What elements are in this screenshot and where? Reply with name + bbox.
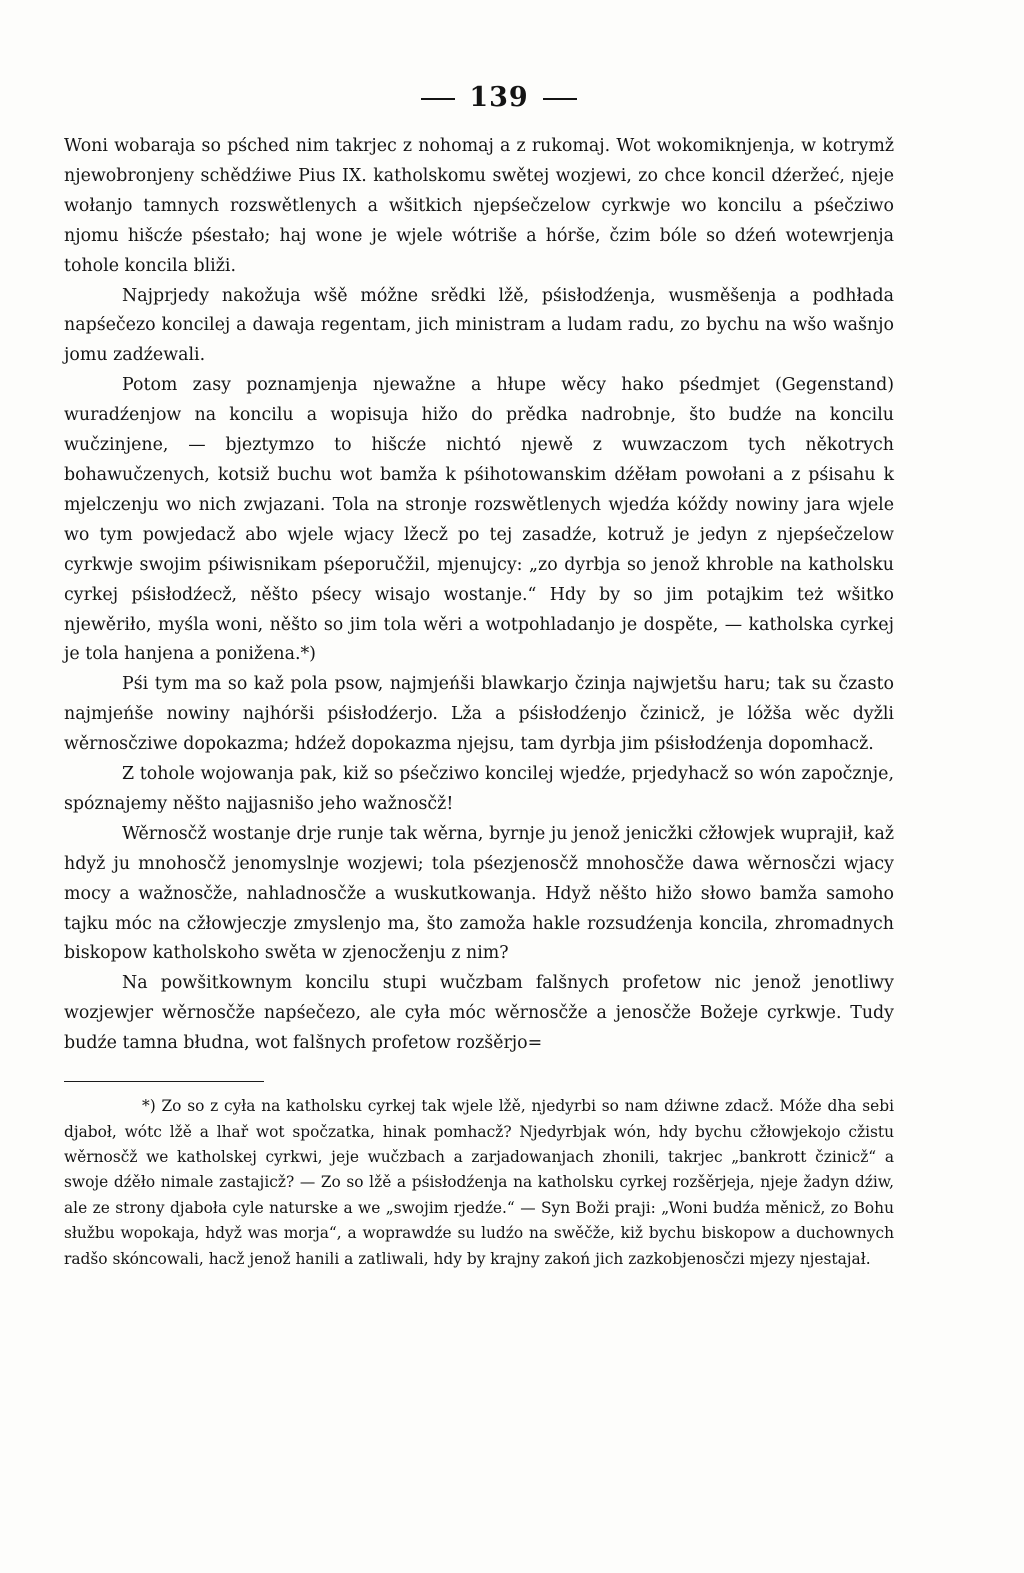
header-dash-right [543,98,577,100]
footnote-divider [64,1081,264,1082]
header-dash-left [421,98,455,100]
paragraph: Woni wobaraja so pśched nim takrjec z nohomaj a z rukomaj. Wot wokomiknjenja, w kotrymž njewobronjeny schědźiwe Pius IX. katholskomu swětej wozjewi, zo chce koncil dźeržeć, njeje wołanjo tamnych rozswětlenych a wšitkich njepśečzelow cyrkwje wo koncilu a pśečziwo njomu hišcźe pśestało; haj wone je wjele wótriše a hórše, čzim bóle so dźeń wotewrjenja tohole koncila bliži. [64,136,894,276]
footnote [64,1094,894,1272]
page-number: 139 [469,82,529,113]
paragraph: Na powšitkownym koncilu stupi wučzbam falšnych profetow nic jenož jenotliwy wozjewjer wěrnosčže napśečezo, ale cyła móc wěrnosčže a jenosčže Božeje cyrkwje. Tudy budźe tamna błudna, wot falšnych profetow rozšěrjo= [64,973,894,1054]
paragraph: Potom zasy poznamjenja njewažne a hłupe wěcy hako pśedmjet (Gegenstand) wuradźenjow na koncilu a wopisuja hižo do prědka nadrobnje, što budźe na koncilu wučzinjene, — bjeztymzo to hišcźe nichtó njewě z wuwzaczom tych někotrych bohawučzenych, kotsiž buchu wot bamža k pśihotowanskim dźěłam powołani a z pśisahu k mjelczenju wo nich zwjazani. Tola na stronje rozswětlenych wjedźa kóždy nowiny jara wjele wo tym powjedacž abo wjele wjacy lžecž po tej zasadźe, kotruž je jedyn z njepśečzelow cyrkwje swojim pśiwisnikam pśeporučžil, mjenujcy: „zo dyrbja so jenož khroble na katholsku cyrkej pśisłodźecž, něšto pśecy wisajo wostanje.“ Hdy by so jim potajkim też wšitko njewěriło, myśla woni, něšto so jim tola wěri a wotpohladanjo je dospěte, — katholska cyrkej je tola hanjena a ponižena.*) [64,375,894,665]
paragraph: Z tohole wojowanja pak, kiž so pśečziwo koncilej wjedźe, prjedyhacž so wón započznje, spóznajemy něšto najjasnišo jeho wažnosčž! [64,764,894,814]
main-text [64,132,894,1059]
paragraph: Wěrnosčž wostanje drje runje tak wěrna, byrnje ju jenož jenicžki cžłowjek wuprajił, kaž hdyž ju mnohosčž jenomyslnje wozjewi; tola pśezjenosčž mnohosčže dawa wěrnosčzi wjacy mocy a wažnosčže, nahladnosčže a wuskutkowanja. Hdyž něšto hižo słowo bamža samoho tajku móc na cžłowjeczje zmyslenjo ma, što zamoža hakle rozsudźenja koncila, zhromadnych biskopow katholskoho swěta w zjenocženju z nim? [64,823,894,964]
footnote-text: *) Zo so z cyła na katholsku cyrkej tak wjele lžě, njedyrbi so nam dźiwne zdacž. Móže dha sebi djaboł, wótc lžě a lhař wot spočzatka, hinak pomhacž? Njedyrbjak wón, hdy bychu cžłowjekojo cžistu wěrnosčž we katholskej cyrkwi, jeje wučzbach a zarjadowanjach zhonili, takrjec „bankrott čzinicž“ a swoje dźěło nimale zastajicž? — Zo so lžě a pśisłodźenja na katholsku cyrkej rozšěrjeja, njeje žadyn dźiw, ale ze strony djaboła cyle naturske a we „swojim rjedźe.“ — Syn Boži praji: „Woni budźa měnicž, zo Bohu słužbu wopokaja, hdyž was morja“, a woprawdźe su ludźo na swěčže, kiž bychu biskopow a duchownych radšo skóncowali, hacž jenož hanili a zatliwali, hdy by krajny zakoń jich zazkobjenosčzi mjezy njestajał. [64,1097,894,1268]
paragraph: Najprjedy nakožuja wšě móžne srědki lžě, pśisłodźenja, wusměšenja a podhłada napśečezo koncilej a dawaja regentam, jich ministram a ludam radu, zo bychu na wšo wašnjo jomu zadźewali. [64,285,894,366]
page-header [104,82,894,126]
paragraph: Pśi tym ma so kaž pola psow, najmjeńši blawkarjo čzinja najwjetšu haru; tak su čzasto najmjeńše nowiny najhórši pśisłodźerjo. Lža a pśisłodźenjo čzinicž, je lóžša wěc dyžli wěrnosčziwe dopokazma; hdźež dopokazma njejsu, tam dyrbja jim pśisłodźenja dopomhacž. [64,674,894,755]
